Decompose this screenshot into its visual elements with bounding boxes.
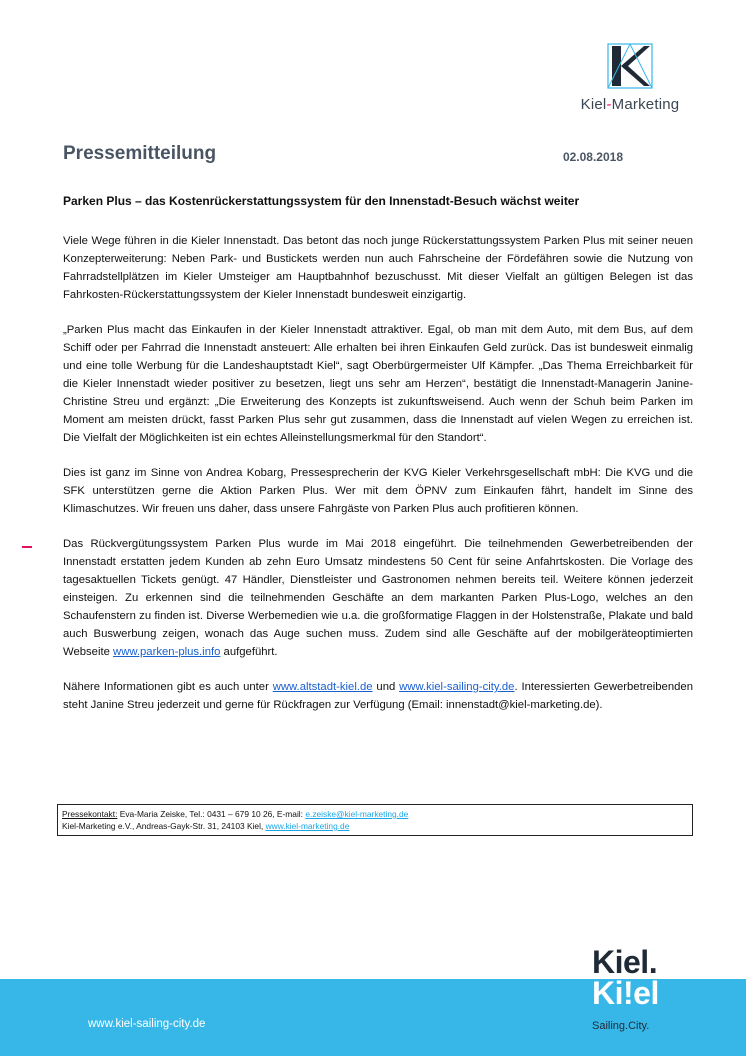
contact-email-link[interactable]: e.zeiske@kiel-marketing.de [305, 809, 409, 819]
release-date: 02.08.2018 [562, 150, 623, 164]
brand-name: Kiel-Marketing [580, 96, 680, 113]
contact-web-link[interactable]: www.kiel-marketing.de [265, 821, 350, 831]
link-altstadt-kiel[interactable]: www.altstadt-kiel.de [272, 681, 373, 693]
paragraph-1: Viele Wege führen in die Kieler Innenstadt. Das betont das noch junge Rückerstattungssystem Parken Plus mit seiner neuen Konzepterweiterung: Neben Park- und Bustickets werden nun auch Fahrscheine der Fördefähren sowie die Nutzung von Fahrradstellplätzen im Kieler Umsteiger am Hauptbahnhof bezuschusst. Mit dieser Vielfalt an gültigen Belegen ist das Fahrkosten-Rückerstattungssystem der Kieler Innenstadt bundesweit einzigartig. [63, 235, 693, 301]
logo-word-kiel: Kiel. [592, 944, 658, 980]
paragraph-2: „Parken Plus macht das Einkaufen in der Kieler Innenstadt attraktiver. Egal, ob man mit dem Auto, mit dem Bus, auf dem Schiff oder per Fahrrad die Innenstadt ansteuert: Alle erhalten bei ihren Einkaufen Geld zurück. Das ist bundesweit einmalig und eine tolle Werbung für die Landeshauptstadt Kiel“, sagt Oberbürgermeister Ulf Kämpfer. „Das Thema Erreichbarkeit für die Kieler Innenstadt wieder positiver zu besetzen, liegt uns sehr am Herzen“, bestätigt die Innenstadt-Managerin Janine-Christine Streu und ergänzt: „Die Erweiterung des Konzepts ist zukunftsweisend. Auch wenn der Schuh beim Parken im Moment am meisten drückt, fasst Parken Plus sehr gut zusammen, dass die Innenstadt auf vielen Wegen zu erreichen ist. Die Vielfalt der Möglichkeiten ist ein echtes Alleinstellungsmerkmal für den Standort“. [63, 324, 693, 444]
margin-mark [22, 546, 32, 548]
kiel-marketing-logo [560, 42, 700, 113]
logo-tagline: Sailing.City. [592, 1020, 650, 1032]
press-contact-box [57, 804, 693, 836]
logo-word-kiel-mirror: Ki!el [592, 975, 659, 1011]
paragraph-5: Nähere Informationen gibt es auch unter www.altstadt-kiel.de und www.kiel-sailing-city.de. Interessierten Gewerbetreibenden steht Janine Streu jederzeit und gerne für Rückfragen zur Verfügung (Email: innenstadt@kiel-marketing.de). [63, 681, 693, 711]
link-kiel-sailing-city[interactable]: www.kiel-sailing-city.de [399, 681, 515, 693]
paragraph-4: Das Rückvergütungssystem Parken Plus wurde im Mai 2018 eingeführt. Die teilnehmenden Gewerbetreibenden der Innenstadt erstatten jedem Kunden ab zehn Euro Umsatz mindestens 50 Cent für seine Anfahrtskosten. Die Vorlage des tagesaktuellen Tickets genügt. 47 Händler, Dienstleister und Gastronomen nehmen bereits teil. Weitere können jederzeit einsteigen. Zu erkennen sind die teilnehmenden Geschäfte an dem markanten Parken Plus-Logo, welches an den Schaufenstern zu finden ist. Diverse Werbemedien wie u.a. die großformatige Flaggen in der Holstenstraße, Plakate und bald auch Buswerbung zeigen, wonach das Auge suchen muss. Zudem sind alle Geschäfte auf der mobilgeräteoptimierten Webseite www.parken-plus.info aufgeführt. [63, 538, 693, 658]
body-text [63, 232, 693, 731]
contact-line-2: Kiel-Marketing e.V., Andreas-Gayk-Str. 31, 24103 Kiel, www.kiel-marketing.de [62, 821, 350, 831]
document-header [63, 143, 623, 165]
paragraph-3: Dies ist ganz im Sinne von Andrea Kobarg, Pressesprecherin der KVG Kieler Verkehrsgesellschaft mbH: Die KVG und die SFK unterstützen gerne die Aktion Parken Plus. Wer mit dem ÖPNV zum Einkaufen fährt, handelt im Sinne des Klimaschutzes. Wir freuen uns daher, dass unsere Fahrgäste von Parken Plus auch profitieren können. [63, 467, 693, 515]
page-title: Pressemitteilung [63, 143, 217, 164]
contact-line-1: Pressekontakt: Eva-Maria Zeiske, Tel.: 0431 – 679 10 26, E-mail: e.zeiske@kiel-marketing.de [62, 809, 409, 819]
footer-url: www.kiel-sailing-city.de [88, 1018, 206, 1030]
headline: Parken Plus – das Kostenrückerstattungssystem für den Innenstadt-Besuch wächst weiter [63, 194, 580, 208]
k-logo-icon [606, 42, 654, 90]
link-parken-plus[interactable]: www.parken-plus.info [113, 646, 221, 658]
kiel-sailing-city-logo [580, 944, 680, 1044]
